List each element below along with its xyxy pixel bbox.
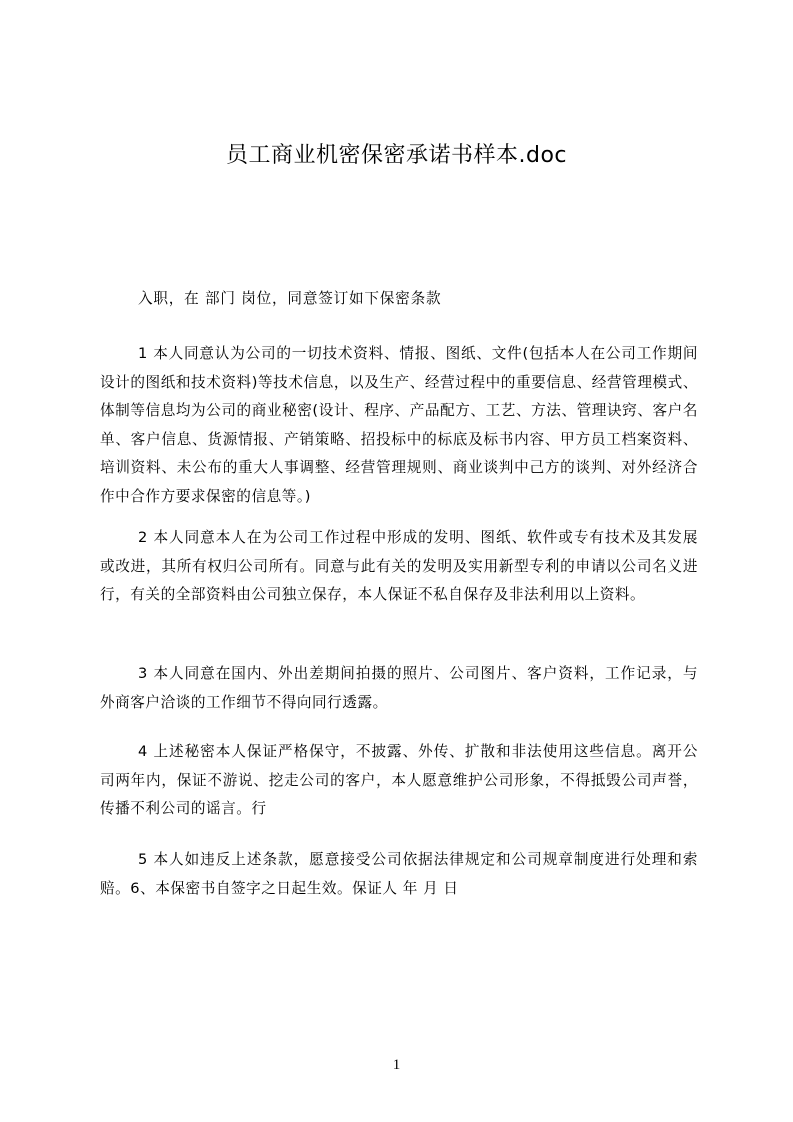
clause-5-paragraph: 5 本人如违反上述条款，愿意接受公司依据法律规定和公司规章制度进行处理和索赔。6、本保密书自签字之日起生效。保证人 年 月 日 — [100, 851, 698, 897]
document-title: 员工商业机密保密承诺书样本.doc — [225, 143, 567, 168]
clause-3-paragraph: 3 本人同意在国内、外出差期间拍摄的照片、公司图片、客户资料，工作记录，与外商客户洽谈的工作细节不得向同行透露。 — [100, 665, 698, 711]
intro-line: 入职，在 部门 岗位，同意签订如下保密条款 — [138, 290, 442, 307]
clause-4-paragraph: 4 上述秘密本人保证严格保守，不披露、外传、扩散和非法使用这些信息。离开公司两年内，保证不游说、挖走公司的客户，本人愿意维护公司形象，不得抵毁公司声誉，传播不利公司的谣言。行 — [100, 743, 698, 817]
clause-1-paragraph: 1 本人同意认为公司的一切技术资料、情报、图纸、文件(包括本人在公司工作期间设计的图纸和技术资料)等技术信息，以及生产、经营过程中的重要信息、经营管理模式、体制等信息均为公司的商业秘密(设计、程序、产品配方、工艺、方法、管理诀窍、客户名单、客户信息、货源情报、产销策略、招投标中的标底及标书内容、甲方员工档案资料、培训资料、未公布的重大人事调整、经营管理规则、商业谈判中己方的谈判、对外经济合作中合作方要求保密的信息等。) — [100, 345, 698, 505]
page-number: 1 — [392, 1057, 401, 1073]
clause-2-paragraph: 2 本人同意本人在为公司工作过程中形成的发明、图纸、软件或专有技术及其发展或改进，其所有权归公司所有。同意与此有关的发明及实用新型专利的申请以公司名义进行，有关的全部资料由公司独立保存，本人保证不私自保存及非法利用以上资料。 — [100, 529, 698, 603]
